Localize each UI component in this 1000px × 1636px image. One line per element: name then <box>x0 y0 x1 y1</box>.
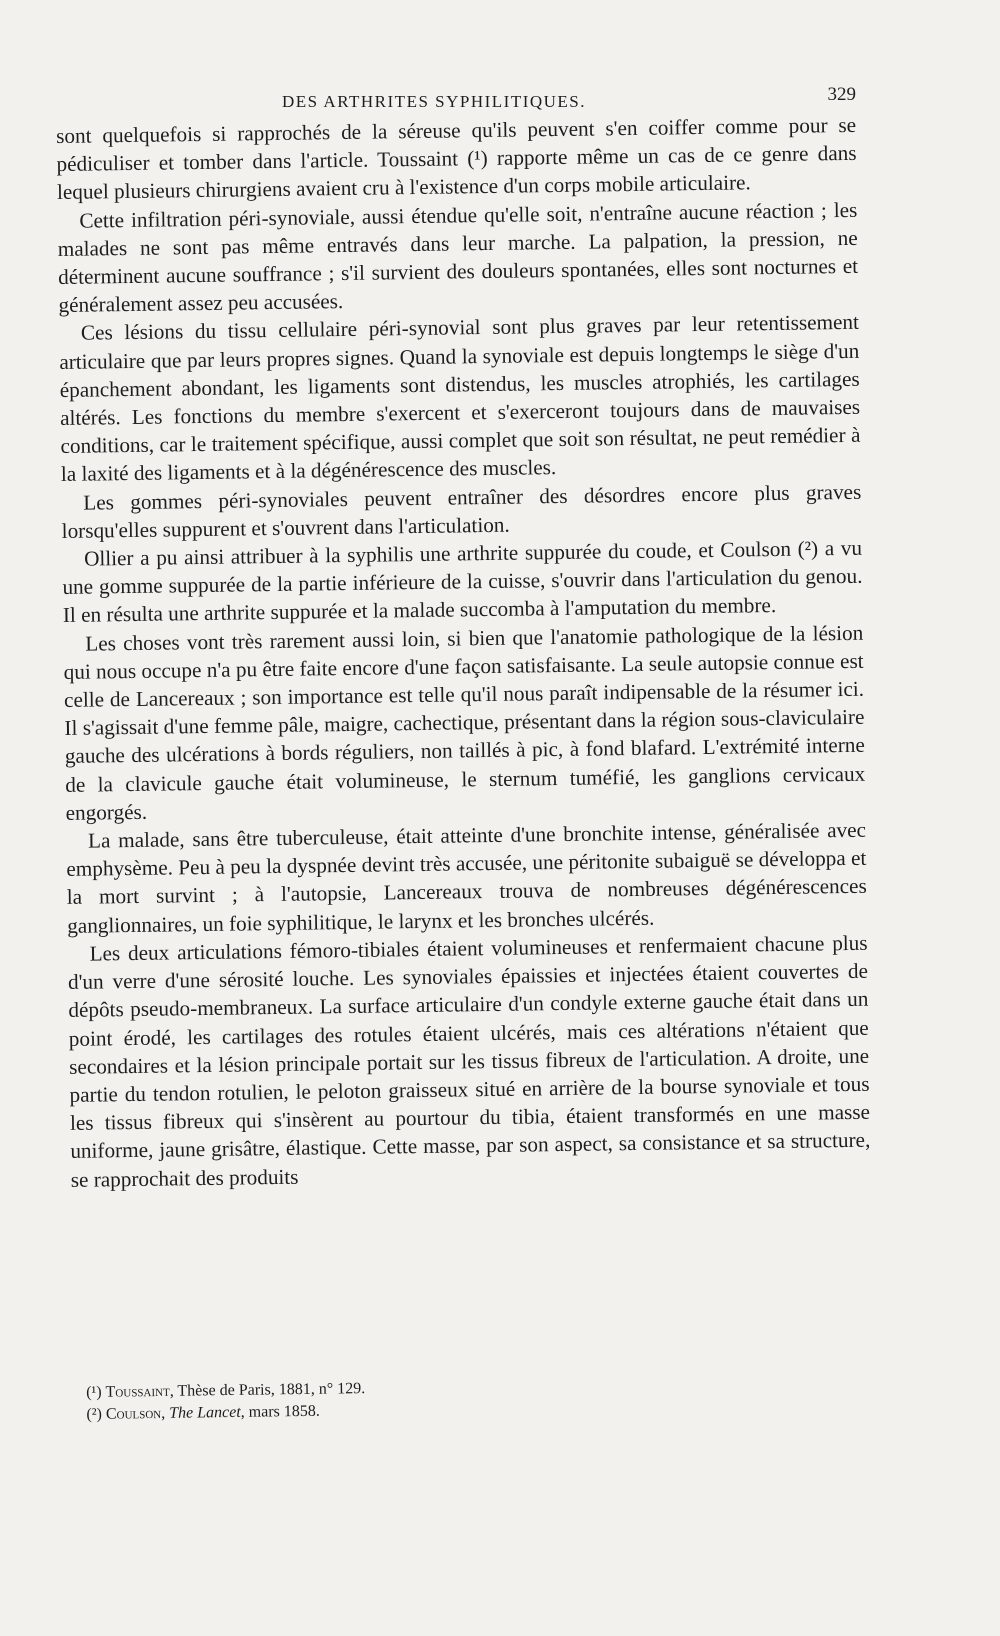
paragraph: Les deux articulations fémoro-tibiales étaient volumineuses et renfermaient chacune plus d'un verre d'une sérosité louche. Les synoviales épaissies et injectées étaient couvertes de dépôts pseudo-membraneux. La surface articulaire d'un condyle externe gauche était dans un point érodé, les cartilages des rotules étaient ulcérés, mais ces altérations n'étaient que secondaires et la lésion principale portait sur les tissus fibreux de l'articulation. A droite, une partie du tendon rotulien, le peloton graisseux situé en arrière de la bourse synoviale et tous les tissus fibreux qui s'insèrent au pourtour du tibia, étaient transformés en une masse uniforme, jaune grisâtre, élastique. Cette masse, par son aspect, sa consistance et sa structure, se rapprochait des produits <box>67 930 871 1192</box>
footnote-mark: (¹) <box>86 1383 102 1401</box>
body-text <box>56 111 871 1194</box>
footnote-author: Toussaint <box>105 1382 170 1401</box>
paragraph: Les gommes péri-synoviales peuvent entraîner des désordres encore plus graves lorsqu'elles suppurent et s'ouvrent dans l'articulation. <box>61 479 862 543</box>
footnote-author: Coulson <box>105 1404 162 1423</box>
paragraph: Ollier a pu ainsi attribuer à la syphilis une arthrite suppurée du coude, et Coulson (²) a vu une gomme suppurée de la partie inférieure de la cuisse, s'ouvrir dans l'articulation du genou. Il en résulta une arthrite suppurée et la malade succomba à l'amputation du membre. <box>62 535 863 628</box>
paragraph: La malade, sans être tuberculeuse, était atteinte d'une bronchite intense, généralisée avec emphysème. Peu à peu la dyspnée devint très accusée, une péritonite subaiguë se développa et la mort survint ; à l'autopsie, Lancereaux trouva de nombreuses dégénérescences ganglionnaires, un foie syphilitique, le larynx et les bronches ulcérés. <box>66 817 867 938</box>
page-number: 329 <box>827 84 856 105</box>
paragraph: Ces lésions du tissu cellulaire péri-synovial sont plus graves par leur retentissement articulaire que par leurs propres signes. Quand la synoviale est depuis longtemps le siège d'un épanchement abondant, les ligaments sont distendus, les muscles atrophiés, les cartilages altérés. Les fonctions du membre s'exercent et s'exerceront toujours dans de mauvaises conditions, car le traitement spécifique, aussi complet que soit son résultat, ne peut remédier à la laxité des ligaments et à la dégénérescence des muscles. <box>59 310 861 487</box>
footnotes <box>86 1371 847 1426</box>
footnote-mark: (²) <box>86 1405 103 1423</box>
page-header <box>56 84 856 114</box>
footnote-work-title: The Lancet <box>169 1403 241 1422</box>
footnote-2: (²) Coulson, The Lancet, mars 1858. <box>86 1402 320 1423</box>
paragraph: sont quelquefois si rapprochés de la séreuse qu'ils peuvent s'en coiffer comme pour se pédiculiser et tomber dans l'article. Toussaint (¹) rapporte même un cas de ce genre dans lequel plusieurs chirurgiens avaient cru à l'existence d'un corps mobile articulaire. <box>56 112 857 205</box>
paragraph: Les choses vont très rarement aussi loin, si bien que l'anatomie pathologique de la lésion qui nous occupe n'a pu être faite encore d'une façon satisfaisante. La seule autopsie connue est celle de Lancereaux ; son importance est telle qu'il nous paraît indipensable de la résumer ici. Il s'agissait d'une femme pâle, maigre, cachectique, présentant dans la région sous-claviculaire gauche des ulcérations à bords réguliers, non taillés à pic, à fond blafard. L'extrémité interne de la clavicule gauche était volumineuse, le sternum tuméfié, les ganglions cervicaux engorgés. <box>63 620 866 825</box>
footnote-text: , Thèse de Paris, 1881, n° 129. <box>169 1380 366 1400</box>
paragraph: Cette infiltration péri-synoviale, aussi étendue qu'elle soit, n'entraîne aucune réaction ; les malades ne sont pas même entravés dans leur marche. La palpation, la pression, ne déterminent aucune souffrance ; s'il survient des douleurs spontanées, elles sont nocturnes et généralement assez peu accusées. <box>57 197 859 318</box>
footnote-text: , mars 1858. <box>240 1402 320 1421</box>
running-title: DES ARTHRITES SYPHILITIQUES. <box>282 92 587 111</box>
